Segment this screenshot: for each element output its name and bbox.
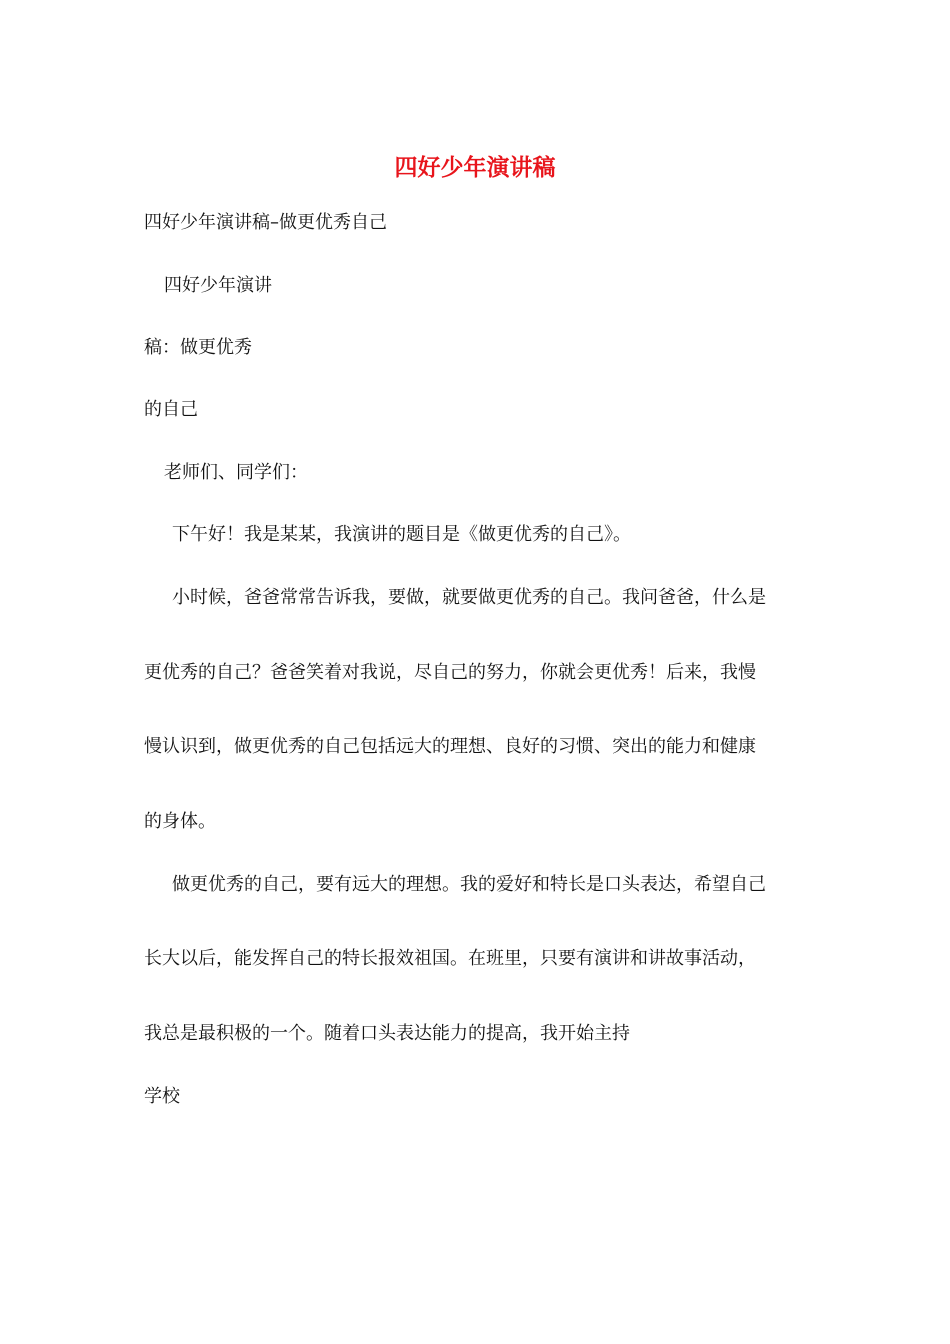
- paragraph-line: 慢认识到，做更优秀的自己包括远大的理想、良好的习惯、突出的能力和健康: [144, 736, 756, 757]
- paragraph-line: 学校: [144, 1086, 180, 1107]
- paragraph-line: 更优秀的自己？爸爸笑着对我说，尽自己的努力，你就会更优秀！后来，我慢: [144, 662, 756, 683]
- paragraph-line: 下午好！我是某某，我演讲的题目是《做更优秀的自己》。: [172, 524, 631, 545]
- text-line: 稿：做更优秀: [144, 337, 252, 358]
- greeting-line: 老师们、同学们：: [164, 462, 308, 483]
- document-title: 四好少年演讲稿: [394, 154, 556, 181]
- subtitle-line: 四好少年演讲稿–做更优秀自己: [144, 212, 387, 233]
- text-line: 四好少年演讲: [164, 275, 272, 296]
- paragraph-line: 我总是最积极的一个。随着口头表达能力的提高，我开始主持: [144, 1023, 630, 1044]
- paragraph-line: 的身体。: [144, 811, 216, 832]
- paragraph-line: 小时候，爸爸常常告诉我，要做，就要做更优秀的自己。我问爸爸，什么是: [172, 587, 766, 608]
- paragraph-line: 长大以后，能发挥自己的特长报效祖国。在班里，只要有演讲和讲故事活动，: [144, 948, 756, 969]
- text-line: 的自己: [144, 399, 198, 420]
- paragraph-line: 做更优秀的自己，要有远大的理想。我的爱好和特长是口头表达，希望自己: [172, 874, 766, 895]
